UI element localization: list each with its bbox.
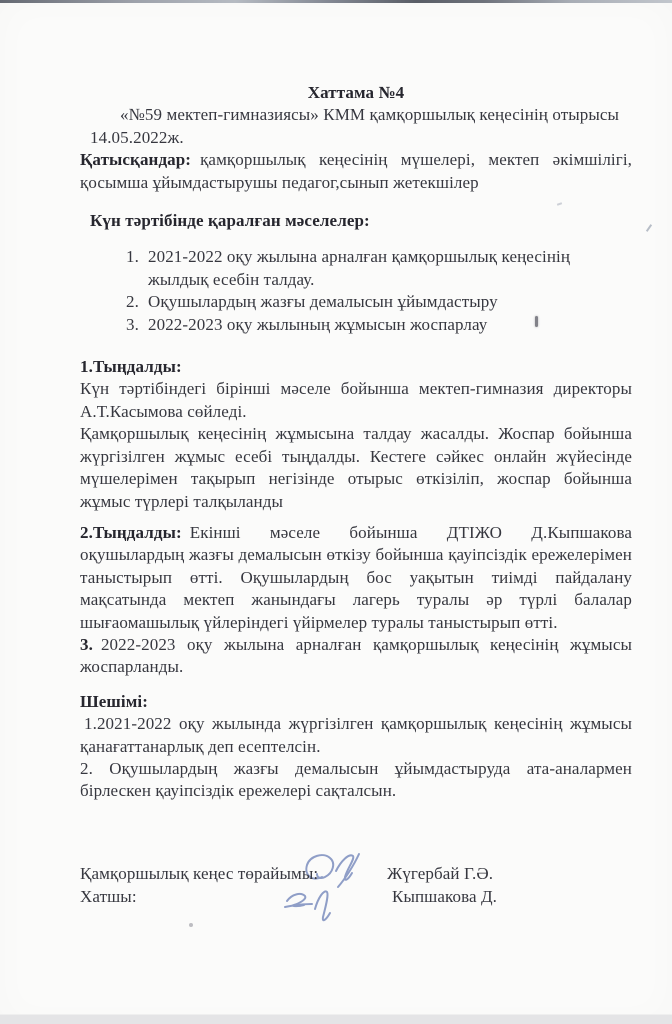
secretary-name: Кыпшакова Д. [392, 886, 498, 906]
agenda-item-3 [126, 314, 632, 336]
decision-heading: Шешімі: [80, 691, 148, 711]
scan-edge-bottom [0, 1014, 672, 1024]
agenda-item-1-text: 2021-2022 оқу жылына арналған қамқоршылық кеңесінің жылдық есебін талдау. [148, 247, 571, 289]
agenda-item-1-number: 1. [126, 247, 139, 267]
document-date: 14.05.2022ж. [90, 127, 184, 147]
chair-signature-row [80, 863, 632, 886]
secretary-signature-row [80, 886, 632, 909]
scan-artifact [189, 923, 193, 927]
chair-label: Қамқоршылық кеңес төрайымы: [80, 863, 319, 883]
section2-text: Екінші мәселе бойынша ДТІЖО Д.Кыпшакова оқушылардың жазғы демалысын өткізу бойынша қауіпсіздік ережелерімен таныстырып өтті. Оқушылардың бос уақытын тиімді пайдалану мақсатында мектеп жанындағы лагерь туралы әр түрлі балалар шығаомашылық үйлеріндегі үйірмелер туралы таныстырып өтті. [80, 522, 632, 632]
document-title: Хаттама №4 [307, 83, 405, 102]
section1-paragraph-2: Қамқоршылық кеңесінің жұмысына талдау жасалды. Жоспар бойынша жүргізілген жұмыс есебі тыңдалды. Кестеге сәйкес онлайн жүйесінде мүшелерімен тақырып негізінде отырыс өткізіліп, жоспар бойынша жұмыс түрлері талқыланды [80, 424, 632, 511]
section1-paragraph-1: Күн тәртібіндегі бірінші мәселе бойынша мектеп-гимназия директоры А.Т.Касымова сөйледі. [80, 379, 632, 421]
section3-text: 2022-2023 оқу жылына арналған қамқоршылық кеңесінің жұмысы жоспарланды. [80, 634, 632, 677]
agenda-heading: Күн тәртібінде қаралған мәселелер: [90, 211, 370, 231]
agenda-item-2-text: Оқушылардың жазғы демалысын ұйымдастыру [148, 292, 498, 312]
secretary-label: Хатшы: [80, 886, 137, 906]
scan-artifact [535, 316, 538, 327]
document-subtitle: «№59 мектеп-гимназиясы» КММ қамқоршылық кеңесінің отырысы [120, 105, 620, 125]
decision-item-1: 1.2021-2022 оқу жылында жүргізілген қамқоршылық кеңесінің жұмысы қанағаттанарлық деп есептелсін. [80, 714, 632, 756]
participants-label: Қатысқандар: [80, 150, 192, 170]
participants-paragraph [80, 149, 632, 194]
agenda-item-3-number: 3. [126, 314, 139, 334]
section3-label: 3. [80, 634, 93, 654]
agenda-item-3-text: 2022-2023 оқу жылының жұмысын жоспарлау [148, 314, 488, 334]
document-body [80, 82, 632, 923]
agenda-item-2 [126, 291, 632, 313]
section2-label: 2.Тыңдалды: [80, 522, 182, 542]
agenda-list [126, 246, 632, 336]
scan-edge-top [0, 0, 672, 3]
section3-paragraph [80, 634, 632, 679]
agenda-item-2-number: 2. [126, 292, 139, 312]
signature-block [80, 863, 632, 923]
decision-item-2: 2. Оқушылардың жазғы демалысын ұйымдастыруда ата-аналармен бірлескен қауіпсіздік ережелері сақталсын. [80, 758, 632, 801]
agenda-item-1 [126, 246, 632, 291]
section1-heading: 1.Тыңдалды: [80, 357, 182, 377]
chair-name: Жүгербай Г.Ә. [387, 863, 494, 883]
participants-text: қамқоршылық кеңесінің мүшелері, мектеп әкімшілігі, қосымша ұйымдастырушы педагог,сынып жетекшілер [80, 150, 632, 192]
section2-paragraph [80, 522, 632, 634]
scan-artifact [646, 224, 652, 232]
